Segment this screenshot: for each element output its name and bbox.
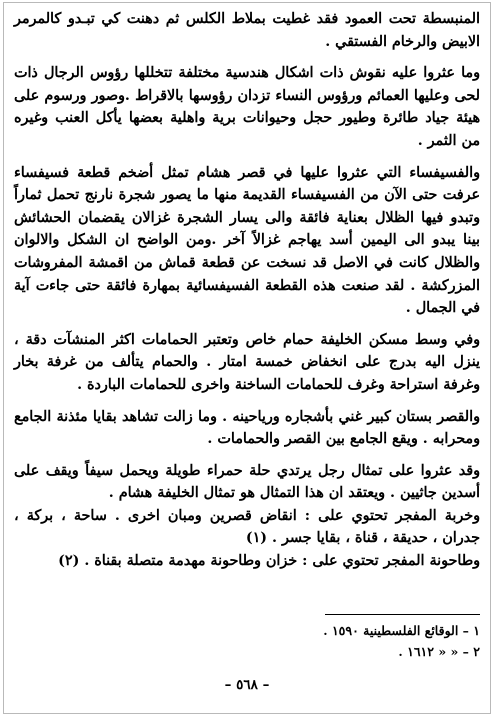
paragraph-4: وفي وسط مسكن الخليفة حمام خاص وتعتبر الحمامات اكثر المنشآت دقة ، ينزل اليه بدرج على انخفاض خمسة امتار . والحمام يتألف من غرفة بخار وغرفة استراحة وغرف للحمامات الساخنة واخرى للحمامات الباردة . [14,331,480,393]
page-number: – ٥٦٨ – [224,677,270,693]
paragraph-6: وقد عثروا على تمثال رجل يرتدي حلة حمراء طويلة ويحمل سيفاً ويقف على أسدين جاثيين . ويعتقد ان هذا التمثال هو تمثال الخليفة هشام . [14,462,480,502]
paragraph-5: والقصر بستان كبير غني بأشجاره ورياحينه . وما زالت تشاهد بقايا مئذنة الجامع ومحرابه . ويقع الجامع بين القصر والحمامات . [14,408,480,448]
footnotes [14,620,480,662]
footnote-1: ١ – الوقائع الفلسطينية ١٥٩٠ . [323,623,480,638]
footnote-divider [325,614,480,615]
paragraph-2: وما عثروا عليه نقوش ذات اشكال هندسية مختلفة تتخللها رؤوس الرجال ذات لحى وعليها العمائم ورؤوس النساء تزدان رؤوسها بالاقراط .وصور ورسوم على هيئة جياد طائرة وطيور حجل وحيوانات برية واهلية بعضها يأكل العنب وغيره من الثمر . [14,65,480,149]
footnote-2: ٢ – « « ١٦١٢ . [398,644,480,659]
paragraph-3: والفسيفساء التي عثروا عليها في قصر هشام تمثل أضخم قطعة فسيفساء عرفت حتى الآن من الفسيفساء القديمة منها ما يصور شجرة نارنج تحمل ثماراً وتبدو فيها الظلال بعناية فائقة والى يسار الشجرة غزالان يقضمان الحشائش بينا يبدو الى اليمين أسد يهاجم غزالاً آخر .ومن الواضح ان الشكل والالوان والظلال كانت في الاصل قد نسخت عن قطعة قماش من اقمشة المفروشات المزركشة . لقد صنعت هذه القطعة الفسيفسائية بمهارة فائقة حتى جاءت آية في الجمال . [14,164,480,317]
paragraph-8: وطاحونة المفجر تحتوي على : خزان وطاحونة مهدمة متصلة بقناة . (٢) [58,553,480,570]
paragraph-1: المنبسطة تحت العمود فقد غطيت بملاط الكلس ثم دهنت كي تبـدو كالمرمر الابيض والرخام الفستقي . [14,11,480,50]
paragraph-7: وخربة المفجر تحتوي على : انقاض قصرين ومبان اخرى . ساحة ، بركة ، جدران ، حديقة ، قناة ، بقايا جسر . (١) [14,507,480,547]
document-page [14,8,480,708]
